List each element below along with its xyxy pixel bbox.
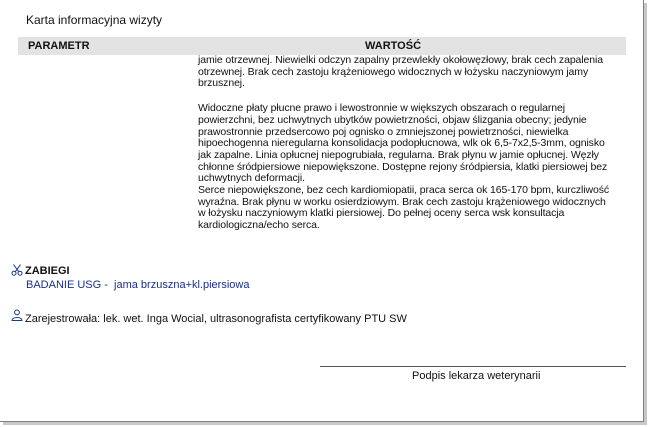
signature-label: Podpis lekarza weterynarii [412, 370, 541, 382]
document-title: Karta informacyjna wizyty [26, 13, 163, 27]
scissors-icon [11, 264, 23, 276]
procedures-title: ZABIEGI [25, 265, 70, 277]
registration-info: Zarejestrowała: lek. wet. Inga Wocial, ultrasonografista certyfikowany PTU SW [25, 313, 407, 325]
findings-paragraph-abdomen: jamie otrzewnej. Niewielki odczyn zapalny przewlekły okołowęzłowy, brak cech zapalenia otrzewnej. Brak cech zastoju krążeniowego widocznych w łożysku naczyniowym jamy brzusznej. [198, 54, 603, 90]
column-header-value: WARTOŚĆ [365, 40, 422, 52]
table-header [18, 37, 626, 55]
procedure-item [26, 279, 249, 291]
procedure-detail: jama brzuszna+kl.piersiowa [114, 279, 250, 291]
procedure-name: BADANIE USG - [26, 279, 108, 291]
column-header-parameter: PARAMETR [28, 40, 90, 52]
findings-paragraph-thorax: Widoczne płaty płucne prawo i lewostronnie w większych obszarach o regularnej powierzchni, bez uchwytnych ubytków powietrzności, objaw ślizgania obecny; jedynie prawostronnie przedsercowo poj ognisko o zmniejszonej powietrzności, niewielka hipoechogenna nieregularna konsolidacja podopłucnowa, wlk ok 6,5-7x2,5-3mm, ognisko jak zapalne. Linia opłucnej niepogrubiała, regularna. Brak płynu w jamie opłucnej. Węzły chłonne śródpiersiowe niepowiększone. Dostępne rejony śródpiersia, klatki piersiowej bez uchwytnych deformacji. Serce niepowiększone, bez cech kardiomiopatii, praca serca ok 165-170 bpm, kurczliwość wyraźna. Brak płynu w worku osierdziowym. Brak cech zastoju krążeniowego widocznych w łożysku naczyniowym klatki piersiowej. Do pełnej oceny serca wsk konsultacja kardiologiczna/echo serca. [198, 102, 610, 232]
signature-line [320, 366, 626, 367]
person-icon [11, 309, 23, 321]
value-cell [198, 55, 628, 232]
